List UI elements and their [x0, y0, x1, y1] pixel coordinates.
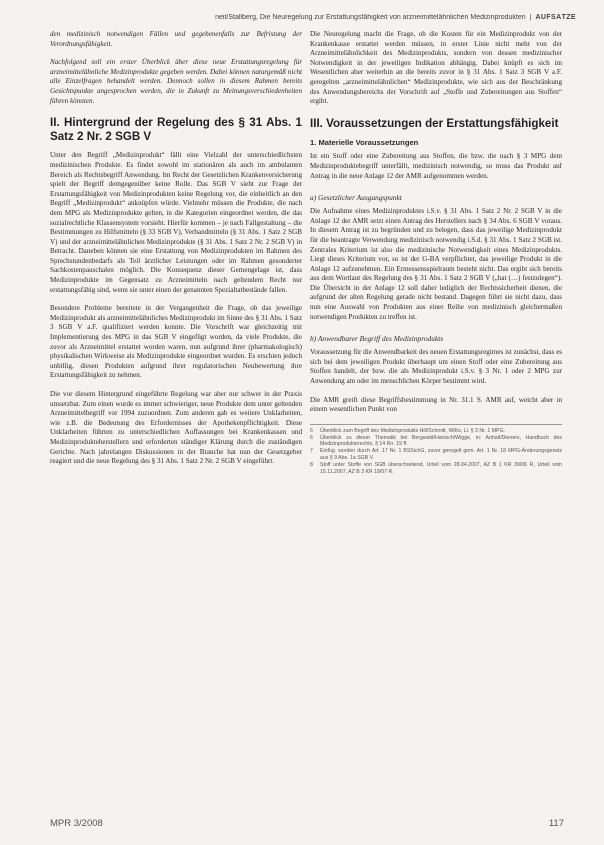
page-number: 117 — [548, 818, 564, 829]
body-paragraph: Die AMR greift diese Begriffsbestimmung in Nr. 31.1 S. AMR auf, weicht aber in einem wesentlichen Punkt von — [310, 395, 562, 414]
subheading-b: b) Anwendbarer Begriff des Medizinprodukts — [310, 334, 444, 344]
body-paragraph: Voraussetzung für die Anwendbarkeit des neuen Erstattungsregimes ist zunächst, dass es sich bei dem jeweiligen Produkt überhaupt um einen Stoff oder eine Zubereitung aus Stoffen handelt, der bzw. die als Medizinprodukt i.S.v. § 3 Nr. 1 oder 2 MPG zur Anwendung am oder im menschlichen Körper bestimmt wird. — [310, 348, 562, 386]
footnote-number: 6 — [310, 434, 313, 441]
body-paragraph: Ist ein Stoff oder eine Zubereitung aus Stoffen, die bzw. die nach § 3 MPG dem Medizinproduktebegriff unterfällt, medizinisch notwendig, so muss das Produkt auf Antrag in die neue Anlage 12 der AMR aufgenommen werden. — [310, 152, 562, 180]
section-label: AUFSÄTZE — [535, 14, 576, 21]
body-paragraph: Die vor diesem Hintergrund eingeführte Regelung war aber nur schwer in der Praxis umsetzbar. Zum einen wurde es immer schwieriger, neue Produkte dem unter geltenden Arzneimittelbegriff vor 1994 zuzuordnen. Zum anderen gab es weitere Unklarheiten, wie z.B. die Bedeutung des Erfordernisses der Apothekenpflichtigkeit. Diese Unklarheiten führten zu unterschiedlichen Auffassungen bei Krankenkassen und Medizinprodukteherstellern und erforderten ständiger Klärung durch die zuständigen Gerichte. Nach jahrelangen Diskussionen in der Branche hat nun der Gesetzgeber reagiert und die neue Regelung des § 31 Abs. 1 Satz 2 Nr. 2 SGB V eingeführt. — [50, 390, 302, 466]
subheading-material: 1. Materielle Voraussetzungen — [310, 138, 419, 148]
footnote-number: 7 — [310, 448, 313, 455]
footnote-number: 5 — [310, 427, 313, 434]
body-paragraph: Besondere Probleme bereitete in der Vergangenheit die Frage, ob das jeweilige Medizinprodukt als arzneimittelähnliches Medizinprodukt im Sinne des § 31 Abs. 1 Satz 3 SGB V a.F. qualifiziert werden konnte. Die Vorschrift war gleichzeitig mit Implementierung des MPG in das SGB V eingefügt worden, da viele Produkte, die zuvor als Arzneimittel erstattet worden waren, nun aufgrund ihrer (pharmakologisch) physikalischen Wirkweise als Medizinprodukte eingeordnet wurden. Es erschien jedoch unbillig, diesen Produkten aufgrund ihrer regulatorischen Neubewertung ihre Erstattungsfähigkeit zu nehmen. — [50, 304, 302, 380]
section-heading-iii: III. Voraussetzungen der Erstattungsfähigkeit — [310, 116, 559, 130]
running-title: neit/Stallberg, Die Neuregelung zur Erstattungsfähigkeit von arzneimittelähnlichen Medizinprodukten — [215, 14, 526, 21]
footnotes — [310, 424, 562, 476]
page-footer — [50, 818, 564, 829]
body-paragraph: Die Neuregelung macht die Frage, ob die Kosten für ein Medizinprodukt von der Krankenkasse erstattet werden müssen, in erster Linie nicht mehr von der Arzneimittelähnlichkeit des Medizinprodukts, sondern von dessen medizinischer Notwendigkeit in der jeweiligen Indikation abhängig. Dabei knüpft es sich im Wesentlichen aber weiterhin an die bereits zuvor in § 31 Abs. 1 Satz 3 SGB V a.F. geregelten „arzneimittelähnlichen“ Medizinprodukte, wie sich aus der Beschränkung des Anwendungsbereichs der Vorschrift auf „Stoffe und Zubereitungen aus Stoffen“ ergibt. — [310, 30, 562, 106]
footnote — [310, 448, 562, 462]
intro-paragraph-1: den medizinisch notwendigen Fällen und gegebenenfalls zur Befristung der Verordnungsfähigkeit. — [50, 30, 302, 48]
footnote-text: Stoff unter Stoffe von SGB überschreitend, Urteil vom 28.04.2007, AZ B 1 KR 39/06 R, Urteil vom 15.11.2007, AZ B 3 KR 18/07 R. — [320, 461, 562, 475]
journal-issue: MPR 3/2008 — [50, 818, 103, 829]
section-heading-ii: II. Hintergrund der Regelung des § 31 Abs. 1 Satz 2 Nr. 2 SGB V — [50, 116, 302, 143]
running-header — [40, 14, 576, 21]
intro-paragraph-2: Nachfolgend soll ein erster Überblick über diese neue Erstattungsregelung für arzneimittelähnliche Medizinprodukte gegeben werden. Dabei können naturgemäß nicht alle Einzelfragen behandelt werden. Dennoch sollen in diesem Rahmen bereits Gesichtspunkte angesprochen werden, die in Zukunft zu Meinungsverschiedenheiten führen könnten. — [50, 58, 302, 105]
body-paragraph: Die Aufnahme eines Medizinproduktes i.S.v. § 31 Abs. 1 Satz 2 Nr. 2 SGB V in die Anlage 12 der AMR setzt einen Antrag des Herstellers nach § 34 Abs. 6 SGB V voraus. In diesem Antrag ist zu begründen und zu belegen, dass das jeweilige Medizinprodukt für die beantragte Verwendung medizinisch notwendig i.S.d. § 31 Abs. 1 Satz 2 SGB ist. Zentrales Kriterium ist also die medizinische Notwendigkeit eines Medizinprodukts. Liegt dieses Kriterium vor, so ist der G-BA verpflichtet, das jeweilige Produkt in die Anlage 12 aufzunehmen. Ein Ermessensspielraum besteht nicht. Das ergibt sich bereits aus dem Wortlaut des Regelung des § 31 Abs. 1 Satz 2 SGB V („hat (…) festzulegen“). Die Übersicht in der Anlage 12 soll daher lediglich der Rechtssicherheit dienen, die aufgrund der alten Regelung gerade nicht bestand. Dagegen führt sie nicht dazu, dass nun eine Auswahl von Produkten aus einer Reihe von medizinisch gleichermaßen notwendigen Produkten zu treffen ist. — [310, 207, 562, 321]
footnote — [310, 462, 562, 476]
left-column — [50, 30, 302, 476]
footnote-text: Überblick zum Begriff des Medizinprodukts Hill/Schmitt, WiKo, Ll. § 3 Nr. 1 MPG. — [320, 427, 505, 434]
subheading-a: a) Gesetzlicher Ausgangspunkt — [310, 193, 402, 203]
footnote-text: Überblick zu dieser Thematik bei Bergwald/Hanisch/Wigge, in: Anhalt/Dieners, Handbuch des Medizinprodukterechts, § 14 Rn. 19 ff. — [320, 434, 562, 448]
footnote-number: 8 — [310, 461, 313, 468]
footnote-text: Einfüg. worden durch Art. 17 Nr. 1 BSSichG, zuvor geregelt gem. Art. 1 Nr. 18 MPG-Änderungsgesetz aus § 9 Abs. 1a SGB V. — [320, 448, 562, 461]
right-column — [310, 30, 562, 475]
body-paragraph: Unter den Begriff „Medizinprodukt“ fällt eine Vielzahl der unterschiedlichsten medizinischen Produkte. Es findet sowohl im stationären als auch im ambulanten Bereich als Rechtsbegriff Anwendung. Im Recht der Gesetzlichen Krankenversicherung spielt der Begriff demgegenüber keine Rolle. Das SGB V sieht zur Frage der Erstattungsfähigkeit von Medizinprodukten keine Regelung vor, die einheitlich an den Begriff „Medizinprodukt“ anknüpfen würde. Vielmehr müssen die Produkte, die nach dem MPG als Medizinprodukte gelten, in die Kategorien eingeordnet werden, die das sozialrechtliche Klassensystem vorsieht. Hierfür kommen – je nach Fallgestaltung – die Bestimmungen zu Hilfsmitteln (§ 33 SGB V), Verbandmitteln (§ 31 Abs. 1 Satz 2 SGB V) und der arzneimittelähnlichen Medizinprodukte (§ 31 Abs. 1 Satz 2 Nr. 2 SGB V) in Betracht. Daneben können sie eine Erstattung von Medizinprodukten im Rahmen des Sprechstundenbedarfs als Teil ärztlicher Leistungen oder im Rahmen gesonderter Sachkostenpauschalen möglich. Die Konsequenz dieser Gemengelage ist, dass Medizinprodukte im Gegensatz zu Arzneimitteln nach geltendem Recht nur erstattungsfähig sind, wenn sie unter einen der genannten Spezialtatbestände fallen. — [50, 151, 302, 294]
header-separator: | — [529, 14, 532, 21]
footnote — [310, 435, 562, 449]
footnote — [310, 428, 562, 435]
